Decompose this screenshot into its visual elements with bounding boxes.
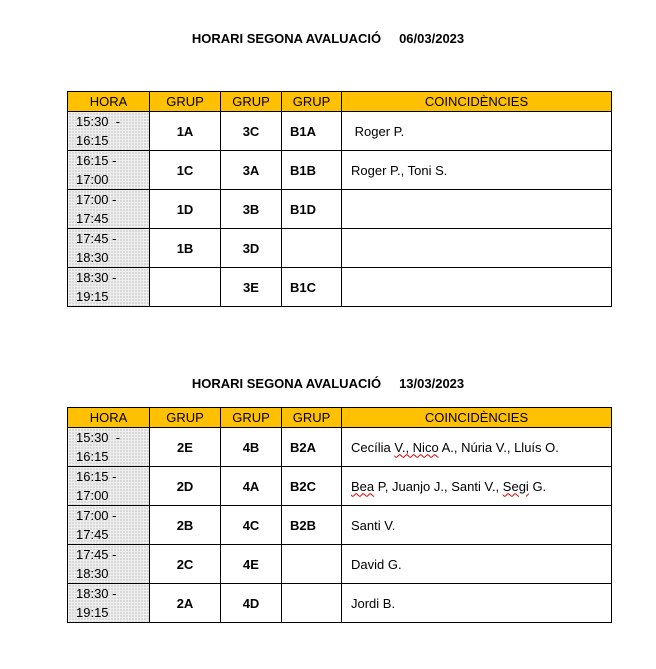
grup-cell: 3D: [221, 229, 282, 268]
hora-start: 16:15 -: [76, 153, 117, 168]
grup-cell: B1B: [282, 151, 342, 190]
hora-end: 17:00: [76, 172, 109, 187]
hora-start: 17:45 -: [76, 231, 117, 246]
header-grup: GRUP: [150, 92, 221, 112]
grup-cell: 4B: [221, 428, 282, 467]
table-row: [68, 268, 612, 307]
header-grup: GRUP: [221, 92, 282, 112]
table-row: [68, 584, 612, 623]
hora-end: 17:45: [76, 211, 109, 226]
grup-cell: 3B: [221, 190, 282, 229]
grup-cell: B2A: [282, 428, 342, 467]
grup-cell: 2E: [150, 428, 221, 467]
hora-start: 18:30 -: [76, 270, 117, 285]
table-row: [68, 506, 612, 545]
hora-cell: [68, 151, 150, 190]
coincidencies-cell: Roger P.: [342, 112, 612, 151]
hora-end: 19:15: [76, 289, 109, 304]
title-text: HORARI SEGONA AVALUACIÓ: [191, 31, 382, 46]
table-row: [68, 112, 612, 151]
hora-start: 18:30 -: [76, 586, 117, 601]
hora-cell: [68, 506, 150, 545]
grup-cell: 4A: [221, 467, 282, 506]
hora-cell: [68, 112, 150, 151]
hora-end: 16:15: [76, 133, 109, 148]
coincidencies-cell: Bea P, Juanjo J., Santi V., Segi G.: [342, 467, 612, 506]
grup-cell: B1D: [282, 190, 342, 229]
hora-start: 15:30 -: [76, 430, 121, 445]
coincidencies-cell: Roger P., Toni S.: [342, 151, 612, 190]
table-row: [68, 545, 612, 584]
table-row: [68, 467, 612, 506]
hora-start: 17:00 -: [76, 508, 117, 523]
table-row: [68, 190, 612, 229]
grup-cell: B2B: [282, 506, 342, 545]
hora-start: 15:30 -: [76, 114, 121, 129]
grup-cell: 4E: [221, 545, 282, 584]
hora-cell: [68, 428, 150, 467]
title-text: HORARI SEGONA AVALUACIÓ: [191, 376, 382, 391]
grup-cell: 2C: [150, 545, 221, 584]
grup-cell: 2B: [150, 506, 221, 545]
table-header-row: [68, 92, 612, 112]
table-row: [68, 151, 612, 190]
grup-cell: B1A: [282, 112, 342, 151]
grup-cell: B1C: [282, 268, 342, 307]
grup-cell: 1A: [150, 112, 221, 151]
grup-cell: 2A: [150, 584, 221, 623]
header-grup: GRUP: [150, 408, 221, 428]
coincidencies-cell: [342, 268, 612, 307]
hora-end: 19:15: [76, 605, 109, 620]
grup-cell: 3C: [221, 112, 282, 151]
hora-start: 17:45 -: [76, 547, 117, 562]
grup-cell: 3A: [221, 151, 282, 190]
table-row: [68, 229, 612, 268]
table-row: [68, 428, 612, 467]
header-hora: HORA: [68, 408, 150, 428]
hora-start: 16:15 -: [76, 469, 117, 484]
schedule-table-1: [67, 91, 612, 307]
grup-cell: 1D: [150, 190, 221, 229]
hora-end: 18:30: [76, 250, 109, 265]
schedule-title-2: [0, 376, 656, 391]
coincidencies-cell: [342, 190, 612, 229]
header-grup: GRUP: [282, 408, 342, 428]
hora-end: 17:00: [76, 488, 109, 503]
hora-cell: [68, 268, 150, 307]
schedule-title-1: [0, 31, 656, 46]
header-grup: GRUP: [221, 408, 282, 428]
coincidencies-cell: David G.: [342, 545, 612, 584]
hora-start: 17:00 -: [76, 192, 117, 207]
grup-cell: [282, 584, 342, 623]
grup-cell: 1B: [150, 229, 221, 268]
grup-cell: 2D: [150, 467, 221, 506]
grup-cell: 4C: [221, 506, 282, 545]
header-grup: GRUP: [282, 92, 342, 112]
hora-cell: [68, 584, 150, 623]
coincidencies-cell: Jordi B.: [342, 584, 612, 623]
table-header-row: [68, 408, 612, 428]
coincidencies-cell: Santi V.: [342, 506, 612, 545]
grup-cell: 4D: [221, 584, 282, 623]
grup-cell: [282, 545, 342, 584]
hora-cell: [68, 190, 150, 229]
title-date: 13/03/2023: [399, 376, 465, 391]
coincidencies-cell: Cecília V., Nico A., Núria V., Lluís O.: [342, 428, 612, 467]
hora-cell: [68, 467, 150, 506]
grup-cell: [150, 268, 221, 307]
grup-cell: 3E: [221, 268, 282, 307]
hora-cell: [68, 229, 150, 268]
header-coincidencies: COINCIDÈNCIES: [342, 408, 612, 428]
grup-cell: [282, 229, 342, 268]
schedule-table-2: [67, 407, 612, 623]
title-date: 06/03/2023: [399, 31, 465, 46]
hora-cell: [68, 545, 150, 584]
hora-end: 16:15: [76, 449, 109, 464]
grup-cell: 1C: [150, 151, 221, 190]
header-coincidencies: COINCIDÈNCIES: [342, 92, 612, 112]
header-hora: HORA: [68, 92, 150, 112]
coincidencies-cell: [342, 229, 612, 268]
grup-cell: B2C: [282, 467, 342, 506]
hora-end: 18:30: [76, 566, 109, 581]
hora-end: 17:45: [76, 527, 109, 542]
